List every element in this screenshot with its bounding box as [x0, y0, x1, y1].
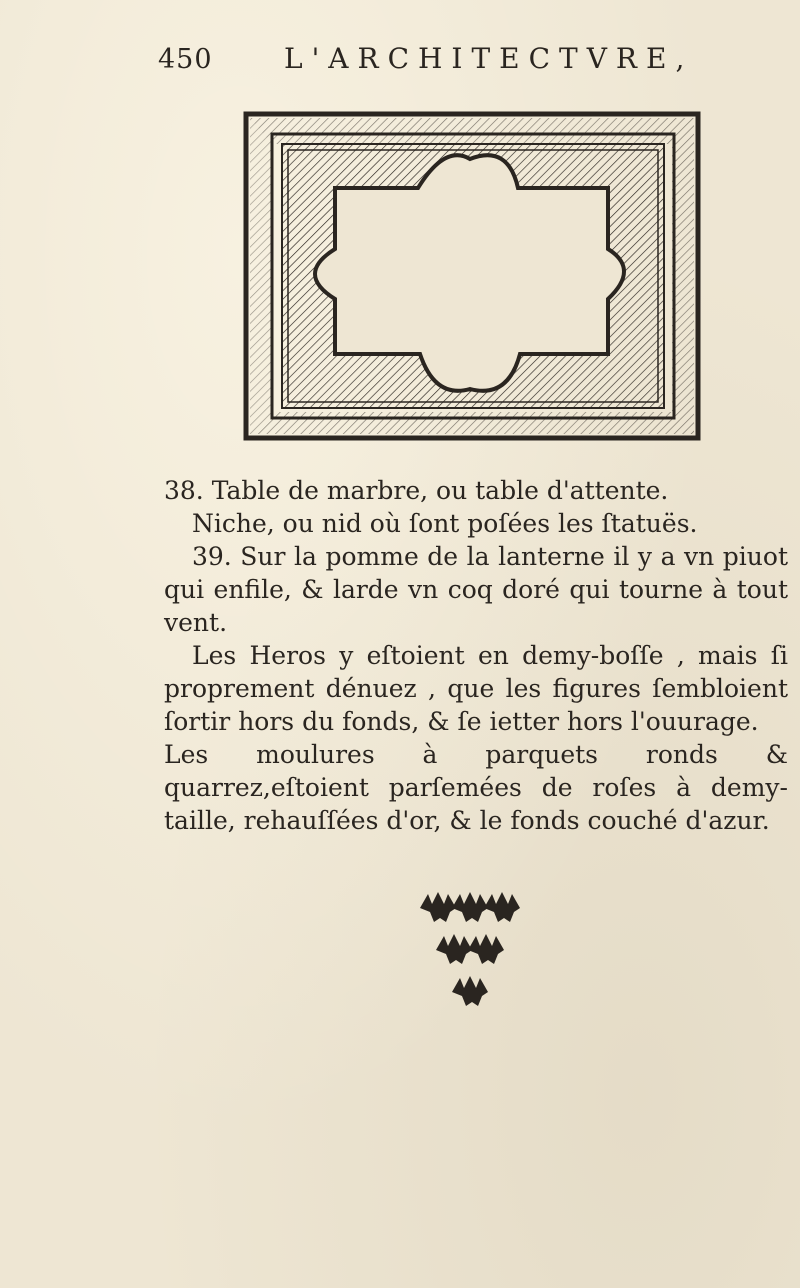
paragraph-heros: Les Heros y eſtoient en demy-boſſe , mais ſi proprement dénuez , que les figures ſembloient ſortir hors du fonds, & ſe ietter hors l'ouurage. — [164, 641, 788, 736]
running-title: L'ARCHITECTVRE, — [284, 42, 694, 75]
paragraph-38: 38. Table de marbre, ou table d'attente. — [164, 476, 669, 505]
paragraph-moulures: Les moulures à parquets ronds & quarrez,eſtoient parſemées de roſes à demy-taille, rehauſſées d'or, & le fonds couché d'azur. — [164, 740, 788, 835]
marble-table-figure — [240, 104, 706, 448]
fleuron-tailpiece-icon — [396, 890, 536, 1020]
paragraph-39: 39. Sur la pomme de la lanterne il y a vn piuot qui enfile, & larde vn coq doré qui tourne à tout vent. — [164, 542, 788, 637]
page-number: 450 — [158, 44, 213, 75]
panel-engraving-icon — [240, 104, 706, 448]
paragraph-niche: Niche, ou nid où ſont poſées les ſtatuës. — [192, 509, 698, 538]
body-text — [164, 474, 788, 837]
